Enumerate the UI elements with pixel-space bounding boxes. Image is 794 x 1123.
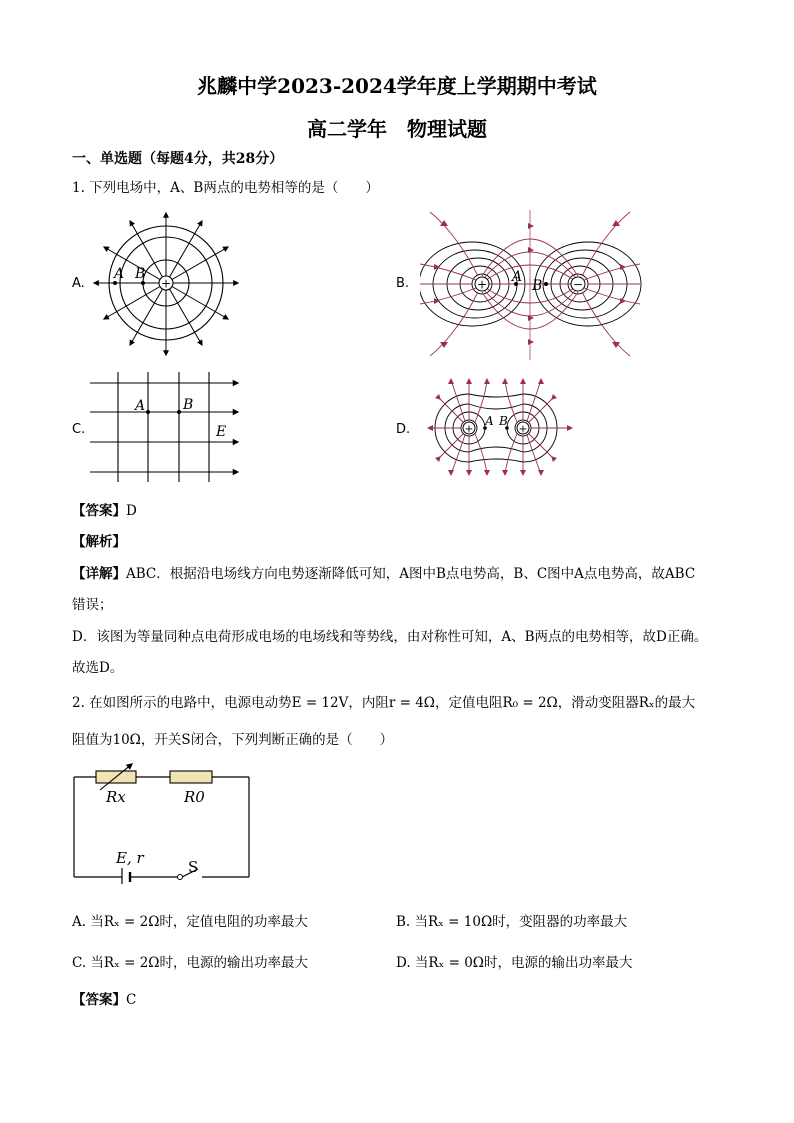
positive-charge-label: +: [464, 422, 474, 436]
q2-option-a: A. 当Rₓ = 2Ω时，定值电阻的功率最大: [72, 914, 308, 930]
answer-value: D: [126, 503, 137, 519]
q1-answer-line: [72, 499, 137, 519]
point-a-label: A: [512, 269, 523, 285]
figure-b-dipole-field: [420, 210, 652, 360]
point-a-label: A: [485, 414, 494, 428]
point-a-label: A: [114, 266, 125, 282]
rx-label: Rx: [106, 788, 126, 806]
positive-charge-label: +: [518, 422, 528, 436]
figure-d-like-charges-field: [425, 378, 575, 476]
answer-value: C: [126, 992, 137, 1008]
q1-option-b-label: B.: [396, 276, 410, 291]
point-b-label: B: [135, 266, 146, 282]
point-b-label: B: [532, 278, 543, 294]
positive-charge-label: +: [476, 277, 488, 292]
answer-tag: 【答案】: [72, 992, 126, 1008]
question-1-stem: 1. 下列电场中，A、B两点的电势相等的是（ ）: [72, 180, 379, 196]
detail-text: ABC．根据沿电场线方向电势逐渐降低可知，A图中B点电势高，B、C图中A点电势高，故ABC: [126, 566, 696, 582]
detail-line-1: [72, 562, 695, 582]
r0-label: R0: [184, 788, 205, 806]
detail-line-1b: 错误；: [72, 597, 113, 613]
detail-tag: 【详解】: [72, 566, 126, 582]
q1-option-d-label: D.: [396, 422, 411, 437]
q2-option-b: B. 当Rₓ = 10Ω时，变阻器的功率最大: [396, 914, 628, 930]
question-2-stem-line-2: 阻值为10Ω，开关S闭合，下列判断正确的是（ ）: [72, 732, 394, 748]
analysis-tag: 【解析】: [72, 534, 126, 550]
source-label: E, r: [116, 849, 144, 867]
section-heading: 一、单选题（每题4分，共28分）: [72, 151, 284, 167]
q1-option-c-label: C.: [72, 422, 86, 437]
detail-line-3: 故选D。: [72, 660, 124, 676]
point-b-label: B: [183, 397, 194, 413]
detail-line-2: D．该图为等量同种点电荷形成电场的电场线和等势线，由对称性可知，A、B两点的电势相等，故D正确。: [72, 629, 708, 645]
point-a-label: A: [135, 398, 146, 414]
exam-subtitle: 高二学年 物理试题: [307, 117, 487, 141]
question-2-stem-line-1: 2. 在如图所示的电路中，电源电动势E = 12V，内阻r = 4Ω，定值电阻R₀ = 2Ω，滑动变阻器Rₓ的最大: [72, 695, 696, 711]
negative-charge-label: −: [572, 277, 584, 292]
positive-charge-label: +: [160, 276, 172, 291]
q2-option-d: D. 当Rₓ = 0Ω时，电源的输出功率最大: [396, 955, 633, 971]
q2-circuit-diagram: [70, 762, 256, 884]
figure-c-uniform-field: [88, 372, 248, 482]
q2-answer-line: [72, 988, 136, 1008]
q2-option-c: C. 当Rₓ = 2Ω时，电源的输出功率最大: [72, 955, 308, 971]
figure-a-point-charge-field: [88, 205, 248, 365]
switch-label: S: [188, 858, 199, 876]
field-e-label: E: [216, 424, 227, 440]
exam-title: 兆麟中学2023-2024学年度上学期期中考试: [197, 74, 597, 98]
point-b-label: B: [499, 414, 508, 428]
answer-tag: 【答案】: [72, 503, 126, 519]
q1-option-a-label: A.: [72, 276, 85, 291]
